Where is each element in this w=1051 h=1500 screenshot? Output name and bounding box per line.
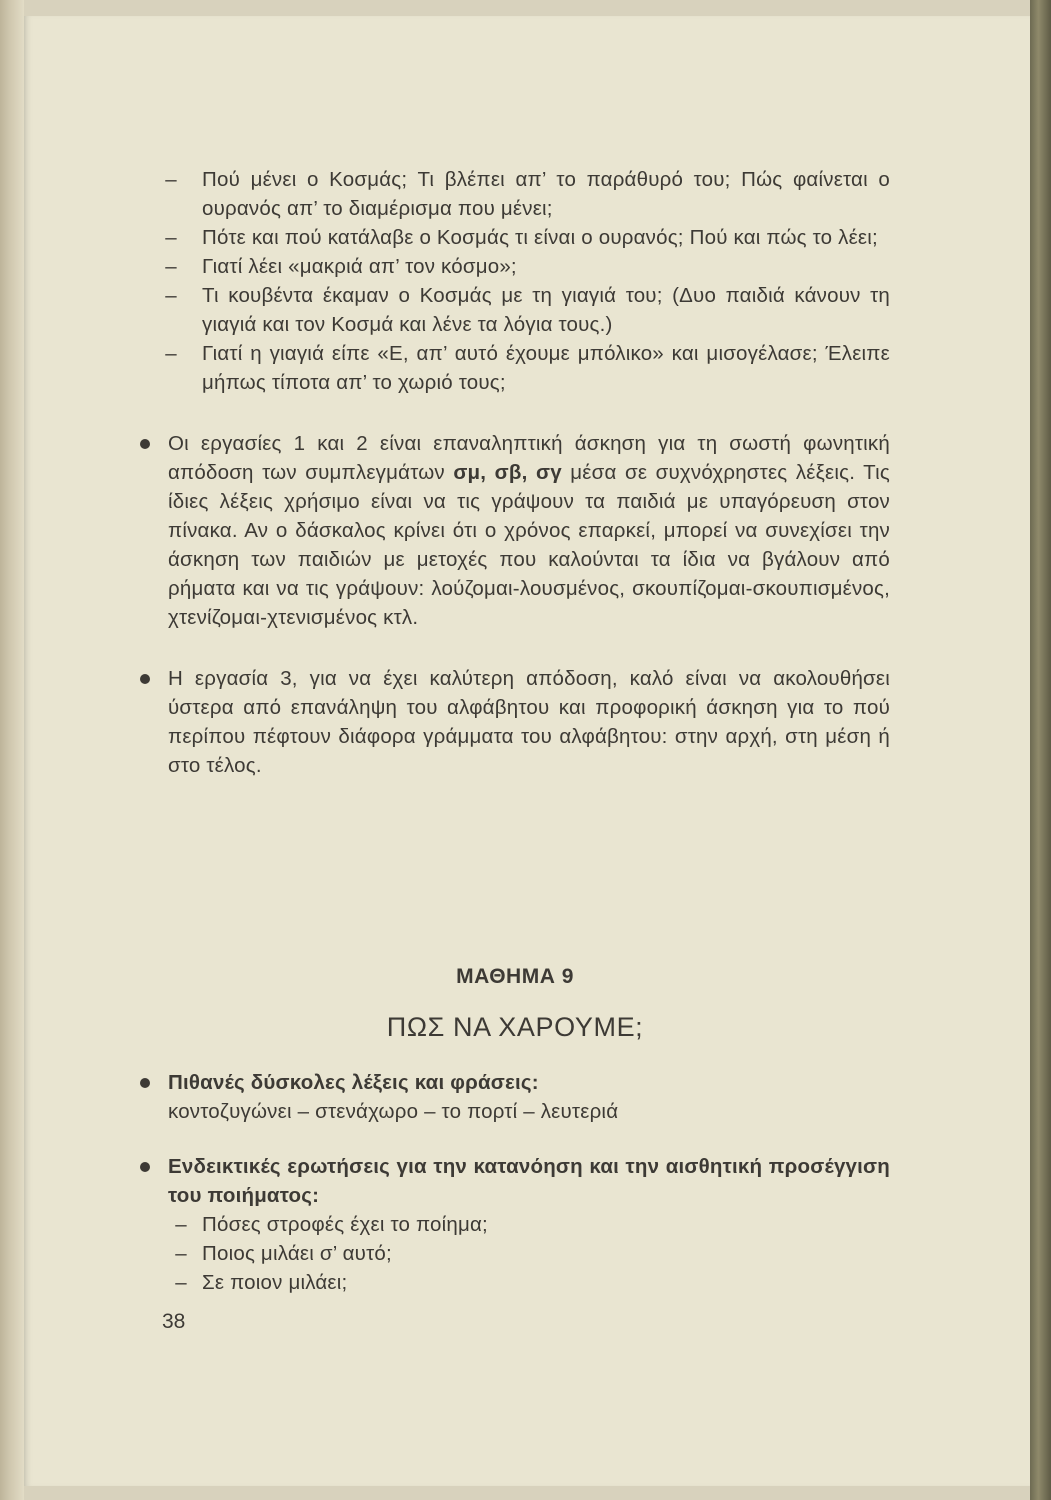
question-item: – Τι κουβέντα έκαμαν ο Κοσμάς με τη γιαγιά του; (Δυο παιδιά κάνουν τη γιαγιά και τον Κοσμά και λένε τα λόγια τους.) [140, 281, 890, 339]
dash-marker: – [165, 168, 177, 191]
difficult-words-heading: Πιθανές δύσκολες λέξεις και φράσεις: [168, 1071, 539, 1094]
bullet-icon [140, 674, 150, 684]
page-content [140, 165, 890, 1297]
dash-marker: – [165, 226, 177, 249]
dash-marker: – [175, 1213, 187, 1236]
dash-marker: – [165, 342, 177, 365]
bullet-icon [140, 1162, 150, 1172]
question-item: – Γιατί η γιαγιά είπε «Ε, απ’ αυτό έχουμε μπόλικο» και μισογέλασε; Έλειπε μήπως τίποτα απ’ το χωριό τους; [140, 339, 890, 397]
dash-marker: – [175, 1242, 187, 1265]
clusters-bold: σμ, σβ, σγ [453, 461, 562, 484]
question-item: – Πού μένει ο Κοσμάς; Τι βλέπει απ’ το παράθυρό του; Πώς φαίνεται ο ουρανός απ’ το διαμέρισμα που μένει; [140, 165, 890, 223]
indicative-questions-section [140, 1152, 890, 1297]
book-spine [0, 0, 24, 1500]
page-number: 38 [162, 1310, 186, 1333]
exercise-note-1: Οι εργασίες 1 και 2 είναι επαναληπτική άσκηση για τη σωστή φωνητική απόδοση των συμπλεγμάτων σμ, σβ, σγ μέσα σε συχνόχρηστες λέξεις. Τις ίδιες λέξεις χρήσιμο είναι να τις γράψουν τα παιδιά με υπαγόρευση στον πίνακα. Αν ο δάσκαλος κρίνει ότι ο χρόνος επαρκεί, μπορεί να συνεχίσει την άσκηση των παιδιών με μετοχές που καλούνται τα ίδια να βγάλουν από ρήματα και να τις γράψουν: λούζομαι-λουσμένος, σκουπίζομαι-σκουπισμένος, χτενίζομαι-χτενισμένος κτλ. [140, 429, 890, 632]
question-item: – Ποιος μιλάει σ’ αυτό; [168, 1239, 890, 1268]
indicative-questions-list [168, 1210, 890, 1297]
bullet-icon [140, 439, 150, 449]
question-item: – Σε ποιον μιλάει; [168, 1268, 890, 1297]
lesson-title: ΠΩΣ ΝΑ ΧΑΡΟΥΜΕ; [386, 1012, 644, 1042]
indicative-questions-heading: Ενδεικτικές ερωτήσεις για την κατανόηση και την αισθητική προσέγγιση του ποιήματος: [168, 1155, 890, 1207]
lesson-label: ΜΑΘΗΜΑ 9 [456, 965, 574, 988]
bullet-icon [140, 1078, 150, 1088]
question-item: – Γιατί λέει «μακριά απ’ τον κόσμο»; [140, 252, 890, 281]
discussion-questions [140, 165, 890, 397]
question-item: – Πόσες στροφές έχει το ποίημα; [168, 1210, 890, 1239]
dash-marker: – [175, 1271, 187, 1294]
difficult-words-section [140, 1068, 890, 1126]
dash-marker: – [165, 284, 177, 307]
page-edge [1030, 0, 1051, 1500]
question-item: – Πότε και πού κατάλαβε ο Κοσμάς τι είναι ο ουρανός; Πού και πώς το λέει; [140, 223, 890, 252]
dash-marker: – [165, 255, 177, 278]
difficult-words-list: κοντοζυγώνει – στενάχωρο – το πορτί – λευτεριά [168, 1100, 619, 1123]
exercise-note-2: Η εργασία 3, για να έχει καλύτερη απόδοση, καλό είναι να ακολουθήσει ύστερα από επανάληψη του αλφάβητου και προφορική άσκηση για το πού περίπου πέφτουν διάφορα γράμματα του αλφάβητου: στην αρχή, στη μέση ή στο τέλος. [140, 664, 890, 780]
